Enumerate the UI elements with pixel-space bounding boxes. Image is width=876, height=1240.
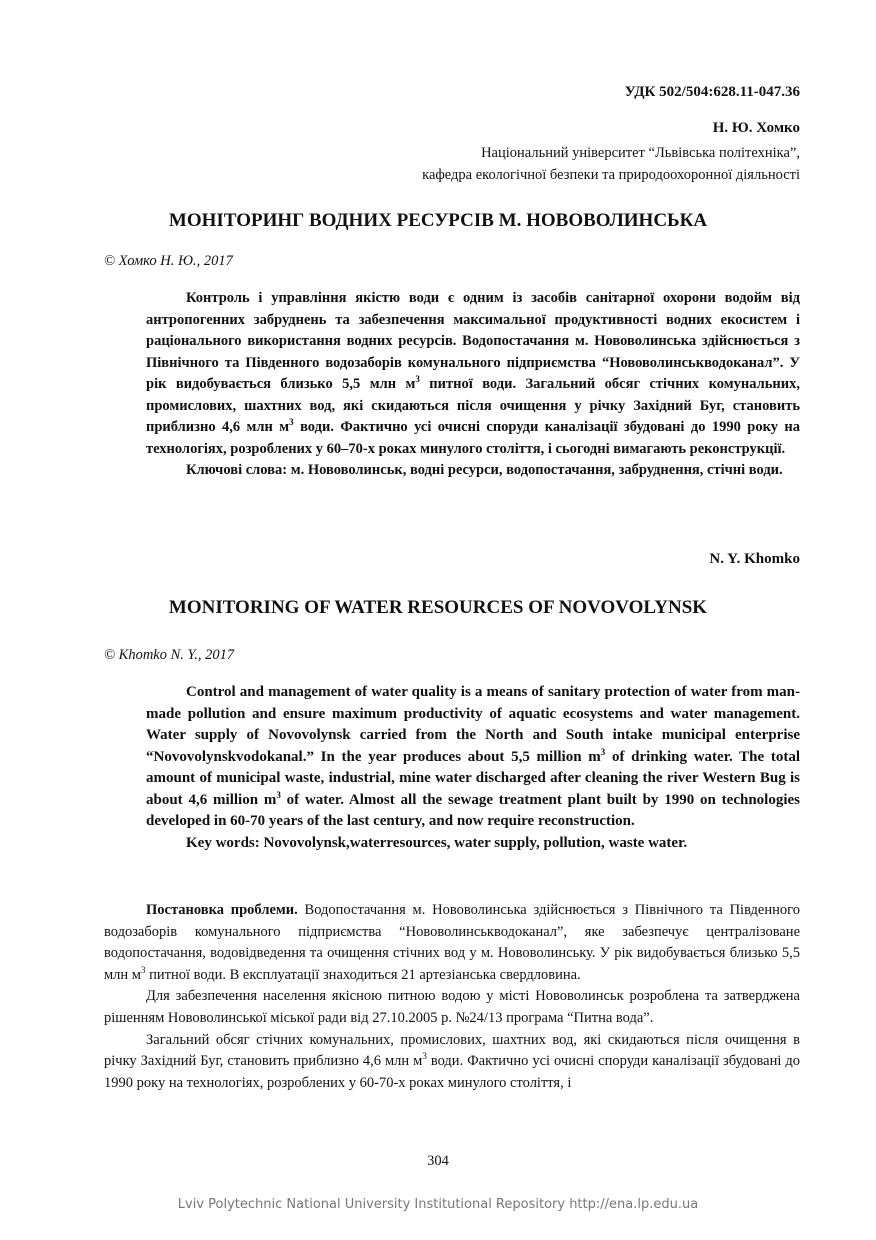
affiliation-line-1: Національний університет “Львівська політехніка”, bbox=[481, 145, 800, 161]
body-paragraph-3: Загальний обсяг стічних комунальних, промислових, шахтних вод, які скидаються після очищення в річку Західний Буг, становить приблизно 4,6 млн $м^3$ води. Фактично усі очисні споруди каналізації збудовані до 1990 року на технологіях, розроблених у 60-70-х роках минулого століття, і bbox=[104, 1031, 800, 1091]
body-paragraph-2: Для забезпечення населення якісною питною водою у місті Нововолинськ розроблена та затверджена рішенням Нововолинської міської ради від 27.10.2005 р. №24/13 програма “Питна вода”. bbox=[104, 988, 800, 1026]
affiliation-line-2: кафедра екологічної безпеки та природоохоронної діяльності bbox=[422, 167, 800, 183]
section-heading: Постановка проблеми. bbox=[146, 902, 298, 918]
abstract-en-text: Control and management of water quality is a means of sanitary protection of water from man-made pollution and ensure maximum productivity of aquatic ecosystems and water management. Water supply of Novovolynsk carried from the North and South intake municipal enterprise “Novovolynskvodokanal.” In the year produces about 5,5 million $m^3$ of drinking water. The total amount of municipal waste, industrial, mine water discharged after cleaning the river Western Bug is about 4,6 million $m^3$ of water. Almost all the sewage treatment plant built by 1990 on technologies developed in 60-70 years of the last century, and now require reconstruction. bbox=[146, 684, 801, 829]
abstract-en bbox=[146, 682, 800, 854]
author-en: N. Y. Khomko bbox=[709, 551, 800, 567]
page-number: 304 bbox=[427, 1153, 449, 1169]
affiliation bbox=[422, 142, 800, 186]
abstract-ua bbox=[146, 288, 800, 482]
body-text bbox=[104, 900, 800, 1094]
abstract-ua-text: Контроль і управління якістю води є одним із засобів санітарної охорони водойм від антропогенних забруднень та забезпечення максимальної продуктивності водних екосистем і раціонального використання водних ресурсів. Водопостачання м. Нововолинська здійснюється з Північного та Південного водозаборів комунального підприємства “Нововолинськводоканал”. У рік видобувається близько 5,5 млн $м^3$ питної води. Загальний обсяг стічних комунальних, промислових, шахтних вод, які скидаються після очищення у річку Західний Буг, становить приблизно 4,6 млн $м^3$ води. Фактично усі очисні споруди каналізації збудовані до 1990 року на технологіях, розроблених у 60–70-х роках минулого століття, і сьогодні вимагають реконструкції. bbox=[146, 290, 800, 457]
copyright-ua: © Хомко Н. Ю., 2017 bbox=[104, 253, 233, 269]
keywords-en: Key words: Novovolynsk,waterresources, water supply, pollution, waste water. bbox=[186, 834, 688, 851]
title-en: MONITORING OF WATER RESOURCES OF NOVOVOLYNSK bbox=[168, 597, 708, 618]
author-ua: Н. Ю. Хомко bbox=[712, 120, 800, 136]
udk-code: УДК 502/504:628.11-047.36 bbox=[624, 84, 800, 100]
body-paragraph-1: Постановка проблеми. Водопостачання м. Нововолинська здійснюється з Північного та Південного водозаборів комунального підприємства “Нововолинськводоканал”, яке забезпечує централізоване водопостачання, водовідведення та очищення стічних вод у м. Нововолинську. У рік видобувається близько 5,5 млн $м^3$ питної води. В експлуатації знаходиться 21 артезіанська свердловина. bbox=[104, 902, 800, 983]
title-ua: МОНІТОРИНГ ВОДНИХ РЕСУРСІВ М. НОВОВОЛИНСЬКА bbox=[168, 210, 708, 231]
repository-footer: Lviv Polytechnic National University Institutional Repository http://ena.lp.edu.ua bbox=[177, 1197, 699, 1212]
keywords-ua: Ключові слова: м. Нововолинськ, водні ресурси, водопостачання, забруднення, стічні води. bbox=[186, 462, 783, 478]
copyright-en: © Khomko N. Y., 2017 bbox=[104, 647, 235, 663]
